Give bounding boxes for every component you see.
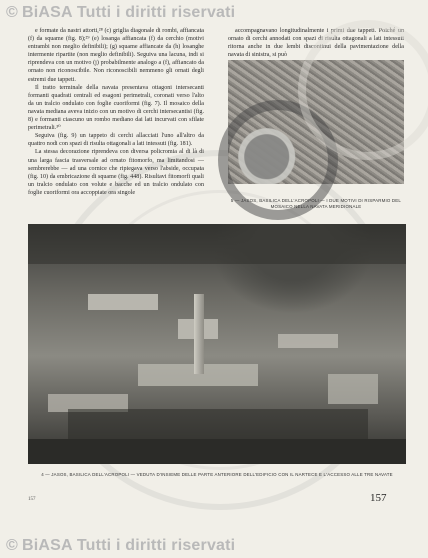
photo-shadow	[28, 439, 406, 464]
mosaic-caption: 5 — JASOS, BASILICA DELL'ACROPOLI — I DUE MOTIVI DI RISPARMIO DEL MOSAICO NELLA NAVATA MERIDIONALE	[230, 198, 402, 209]
paragraph: La stessa decorazione riprendeva con diversa policromia al di là di una larga fascia trasversale ad ornato fitomorfo, ma limitandosi — sembrerebbe — ad una cornice che ripiegava verso l'abside, occupata (fig. 10) da embricazione di squame (fig. 448). Risultavi fitomorfi quali un tralcio ondulato con volute e bacche ed un tralcio ondulato con foglie cuoriformi ora accoppiate ora singole	[28, 149, 204, 196]
page-number: 157	[370, 492, 387, 504]
watermark-text: BiASA Tutti i diritti riservati	[22, 537, 236, 554]
left-text-column	[28, 27, 204, 197]
stone-block	[328, 374, 378, 404]
ruins-caption: 4 — JASOS, BASILICA DELL'ACROPOLI — VEDUTA D'INSIEME DELLE PARTE ANTERIORE DELL'EDIFICIO CON IL NARTECE E L'ACCESSO ALLE TRE NAVATE	[41, 472, 393, 477]
watermark-bottom	[0, 535, 428, 557]
column-shaft	[194, 294, 204, 374]
paragraph: Seguiva (fig. 9) un tappeto di cerchi allacciati l'uno all'altro da quattro nodi con spazi di risulta ottagonali a lati intessuti (fig. 181).	[28, 133, 204, 148]
photo-shadow	[68, 409, 368, 439]
photo-shadow	[28, 224, 406, 264]
paragraph: e formate da nastri attorti,²⁸ (c) griglia diagonale di rombi, affiancata (f) da squame (fig. 8);²⁹ (e) losanga affiancata (f) da cerchio (motivi entrambi non meglio definibili); (g) squame affiancate da (h) losanghe intermente ripartite (non meglio definibili). Seguiva una lacuna, indi si riprendeva con un motivo (j) probabilmente analogo a (f), affiancato da ornato non riconoscibile. Non riconoscibili nemmeno gli ornati degli estremi due tappeti.	[28, 28, 204, 83]
stone-block	[88, 294, 158, 310]
copyright-symbol: ©	[6, 4, 18, 21]
watermark-text: BiASA Tutti i diritti riservati	[22, 4, 236, 21]
ruins-photo	[28, 224, 406, 464]
paragraph: Il tratto terminale della navata presentava ottagoni intersecanti formanti quadrati centrali ed esagoni perimetrali, coronati verso l'alto da un tralcio ondulato con foglie cuoriformi (fig. 7). Il mosaico della navata mediana aveva inizio con un motivo di cerchi intersecantisi (fig. 8) e formanti ciascuno un rombo mediano dai lati incurvati con sfilate perimetrali.³⁰	[28, 84, 204, 132]
mosaic-circle-motif	[298, 20, 428, 160]
stone-block	[278, 334, 338, 348]
copyright-symbol: ©	[6, 537, 18, 554]
mosaic-photo	[228, 60, 404, 184]
folio-mark: 157	[28, 497, 36, 502]
paragraph: accompagnavano longitudinalmente i primi due tappeti. Poiché un ornato di cerchi annodati con spazi di risulta ottagonali a lati intessuti ritorna anche in due lembi discontinui della pavimentazione della navata di sinistra, si può	[228, 28, 404, 59]
